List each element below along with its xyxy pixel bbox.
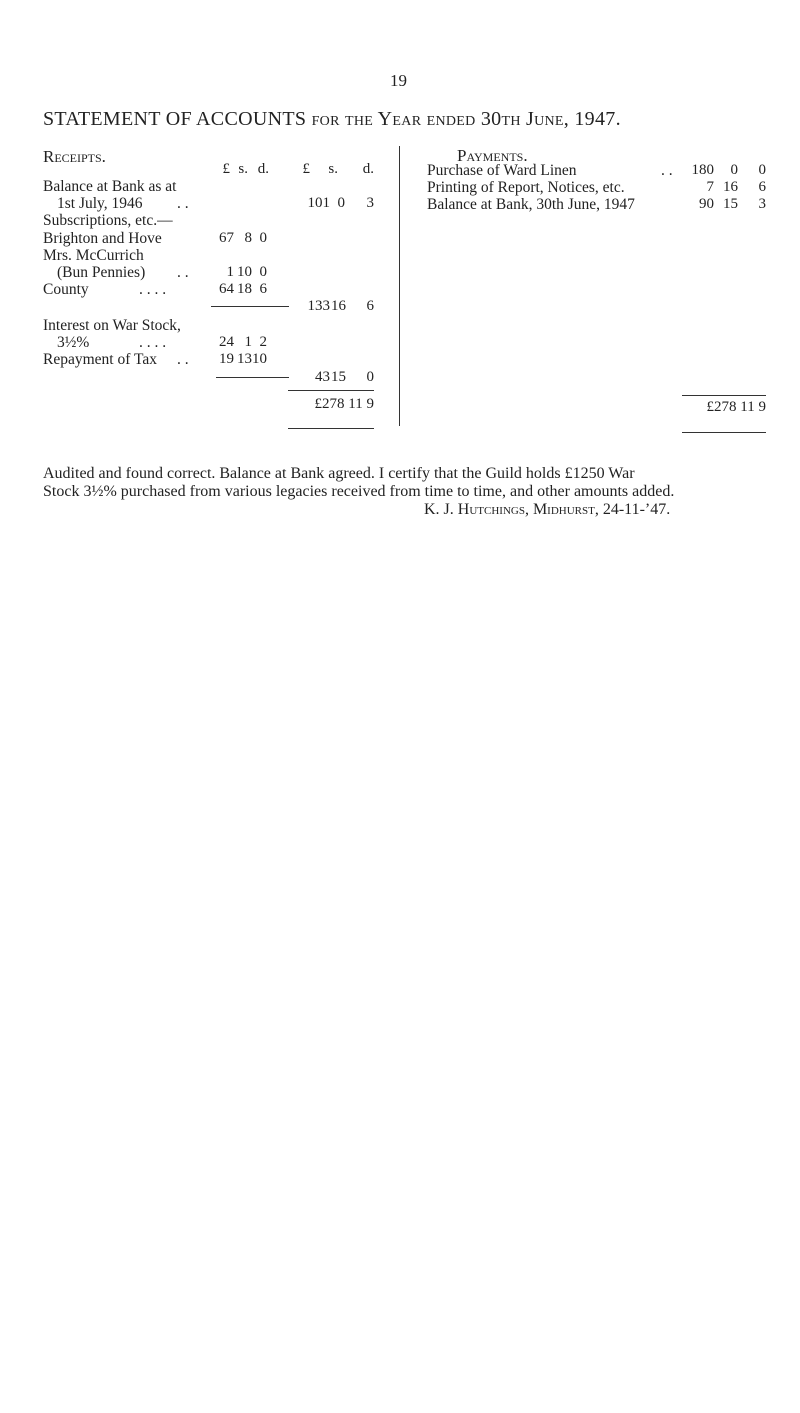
- repayment-dots: . .: [177, 351, 189, 368]
- receipts-heading: Receipts.: [43, 147, 106, 166]
- payment-pounds: 180: [691, 162, 714, 178]
- payments-total-rule-bottom: [682, 432, 766, 433]
- col-pounds-2: £: [302, 161, 310, 177]
- other-total-pounds: 43: [315, 369, 330, 385]
- audit-note-line1: Audited and found correct. Balance at Bank agreed. I certify that the Guild holds £1250 War: [43, 465, 635, 482]
- col-shillings-2: s.: [328, 161, 338, 177]
- repayment-pounds: 19: [219, 351, 234, 367]
- other-total-pence: 0: [366, 369, 374, 385]
- subscriptions-total-pounds: 133: [307, 298, 330, 314]
- mccurrich-shillings: 10: [237, 264, 252, 280]
- payment-shillings: 15: [723, 196, 738, 212]
- brighton-pounds: 67: [219, 230, 234, 246]
- brighton-pence: 0: [259, 230, 267, 246]
- payment-shillings: 0: [730, 162, 738, 178]
- col-pence-2: d.: [362, 161, 374, 177]
- county-label: County: [43, 281, 89, 298]
- brighton-label: Brighton and Hove: [43, 230, 162, 247]
- receipts-grand-total: £278 11 9: [314, 396, 374, 412]
- title-rest: for the Year ended 30th June, 1947.: [311, 108, 621, 130]
- page-number: 19: [390, 71, 407, 90]
- repayment-shillings: 13: [237, 351, 252, 367]
- subscriptions-total-pence: 6: [366, 298, 374, 314]
- county-dots: . . . .: [139, 281, 167, 298]
- mccurrich-pounds: 1: [226, 264, 234, 280]
- payment-label: Purchase of Ward Linen: [427, 162, 577, 179]
- interest-pence: 2: [259, 334, 267, 350]
- payment-dots: . .: [661, 162, 673, 179]
- interest-label-line2: 3½%: [57, 334, 90, 351]
- col-shillings-1: s.: [238, 161, 248, 177]
- col-pence-1: d.: [257, 161, 269, 177]
- brighton-shillings: 8: [244, 230, 252, 246]
- balance-label-line1: Balance at Bank as at: [43, 178, 177, 195]
- county-pounds: 64: [219, 281, 234, 297]
- repayment-label: Repayment of Tax: [43, 351, 157, 368]
- repayment-pence: 10: [252, 351, 267, 367]
- mccurrich-dots: . .: [177, 264, 189, 281]
- column-divider: [399, 146, 400, 426]
- payment-pounds: 7: [706, 179, 714, 195]
- subtotal-rule-2: [216, 377, 289, 378]
- payment-shillings: 16: [723, 179, 738, 195]
- mccurrich-label-line2: (Bun Pennies): [57, 264, 146, 281]
- subtotal-rule-1: [211, 306, 289, 307]
- interest-dots: . . . .: [139, 334, 167, 351]
- receipts-total-rule-top: [288, 390, 374, 391]
- balance-pence: 3: [366, 195, 374, 211]
- mccurrich-label-line1: Mrs. McCurrich: [43, 247, 144, 264]
- interest-label-line1: Interest on War Stock,: [43, 317, 181, 334]
- payment-pounds: 90: [699, 196, 714, 212]
- payment-pence: 3: [758, 196, 766, 212]
- county-pence: 6: [259, 281, 267, 297]
- other-total-shillings: 15: [331, 369, 346, 385]
- interest-shillings: 1: [244, 334, 252, 350]
- payment-label: Printing of Report, Notices, etc.: [427, 179, 625, 196]
- auditor-signature: K. J. Hutchings, Midhurst, 24-11-’47.: [424, 501, 671, 518]
- payment-pence: 6: [758, 179, 766, 195]
- page-title: [43, 108, 621, 131]
- payments-total-rule-top: [682, 395, 766, 396]
- balance-shillings: 0: [337, 195, 345, 211]
- audit-note-line2: Stock 3½% purchased from various legacies received from time to time, and other amounts added.: [43, 483, 675, 500]
- subscriptions-total-shillings: 16: [331, 298, 346, 314]
- col-pounds-1: £: [222, 161, 230, 177]
- payment-pence: 0: [758, 162, 766, 178]
- balance-pounds: 101: [307, 195, 330, 211]
- title-main: STATEMENT OF ACCOUNTS: [43, 108, 307, 130]
- subscriptions-label: Subscriptions, etc.—: [43, 212, 173, 229]
- payment-label: Balance at Bank, 30th June, 1947: [427, 196, 635, 213]
- receipts-total-rule-bottom: [288, 428, 374, 429]
- payments-grand-total: £278 11 9: [706, 399, 766, 415]
- payments-heading: Payments.: [457, 146, 528, 165]
- interest-pounds: 24: [219, 334, 234, 350]
- county-shillings: 18: [237, 281, 252, 297]
- balance-label-line2: 1st July, 1946: [57, 195, 143, 212]
- balance-dots: . .: [177, 195, 189, 212]
- mccurrich-pence: 0: [259, 264, 267, 280]
